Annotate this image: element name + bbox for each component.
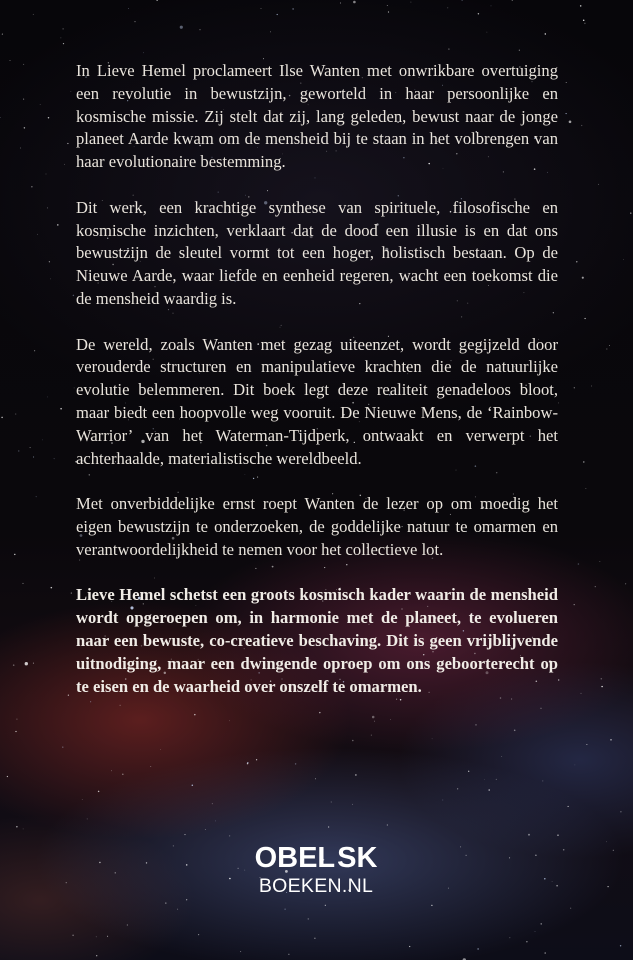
back-cover-blurb [76, 60, 558, 721]
blurb-paragraph-4: Met onverbiddelijke ernst roept Wanten de lezer op om moedig het eigen bewustzijn te onderzoeken, de goddelijke natuur te omarmen en verantwoordelijkheid te nemen voor het collectieve lot. [76, 494, 558, 559]
publisher-website: BOEKEN.NL [258, 875, 374, 897]
logo-text-left: OBEL [254, 842, 336, 874]
publisher-logo-wordmark [254, 842, 378, 874]
blurb-paragraph-1: In Lieve Hemel proclameert Ilse Wanten met onwrikbare overtuiging een revolutie in bewustzijn, geworteld in haar persoonlijke en kosmische missie. Zij stelt dat zij, lang geleden, bewust naar de jonge planeet Aarde kwam om de mensheid bij te staan in het volbrengen van haar evolutionaire bestemming. [76, 61, 558, 172]
blurb-paragraph-2: Dit werk, een krachtige synthese van spirituele, filosofische en kosmische inzichten, verklaart dat de dood een illusie is en dat ons bewustzijn de sleutel vormt tot een hoger, holistisch bestaan. Op de Nieuwe Aarde, waar liefde en eenheid regeren, wacht een toekomst die de mensheid waardig is. [76, 197, 558, 308]
logo-text-right: SK [337, 842, 378, 874]
blurb-paragraph-3: De wereld, zoals Wanten met gezag uiteenzet, wordt gegijzeld door verouderde structuren en manipulatieve krachten die de natuurlijke evolutie belemmeren. Dit boek legt deze realiteit genadeloos bloot, maar biedt een hoopvolle weg vooruit. De Nieuwe Mens, de ‘Rainbow-Warrior’ van het Waterman-Tijdperk, ontwaakt en verwerpt het achterhaalde, materialistische wereldbeeld. [76, 334, 558, 468]
publisher-logo [254, 842, 378, 904]
blurb-paragraph-5-bold: Lieve Hemel schetst een groots kosmisch kader waarin de mensheid wordt opgeroepen om, in harmonie met de planeet, te evolueren naar een bewuste, co-creatieve beschaving. Dit is geen vrijblijvende uitnodiging, maar een dwingende oproep om ons geboorterecht op te eisen en de waarheid over onszelf te omarmen. [76, 585, 558, 696]
